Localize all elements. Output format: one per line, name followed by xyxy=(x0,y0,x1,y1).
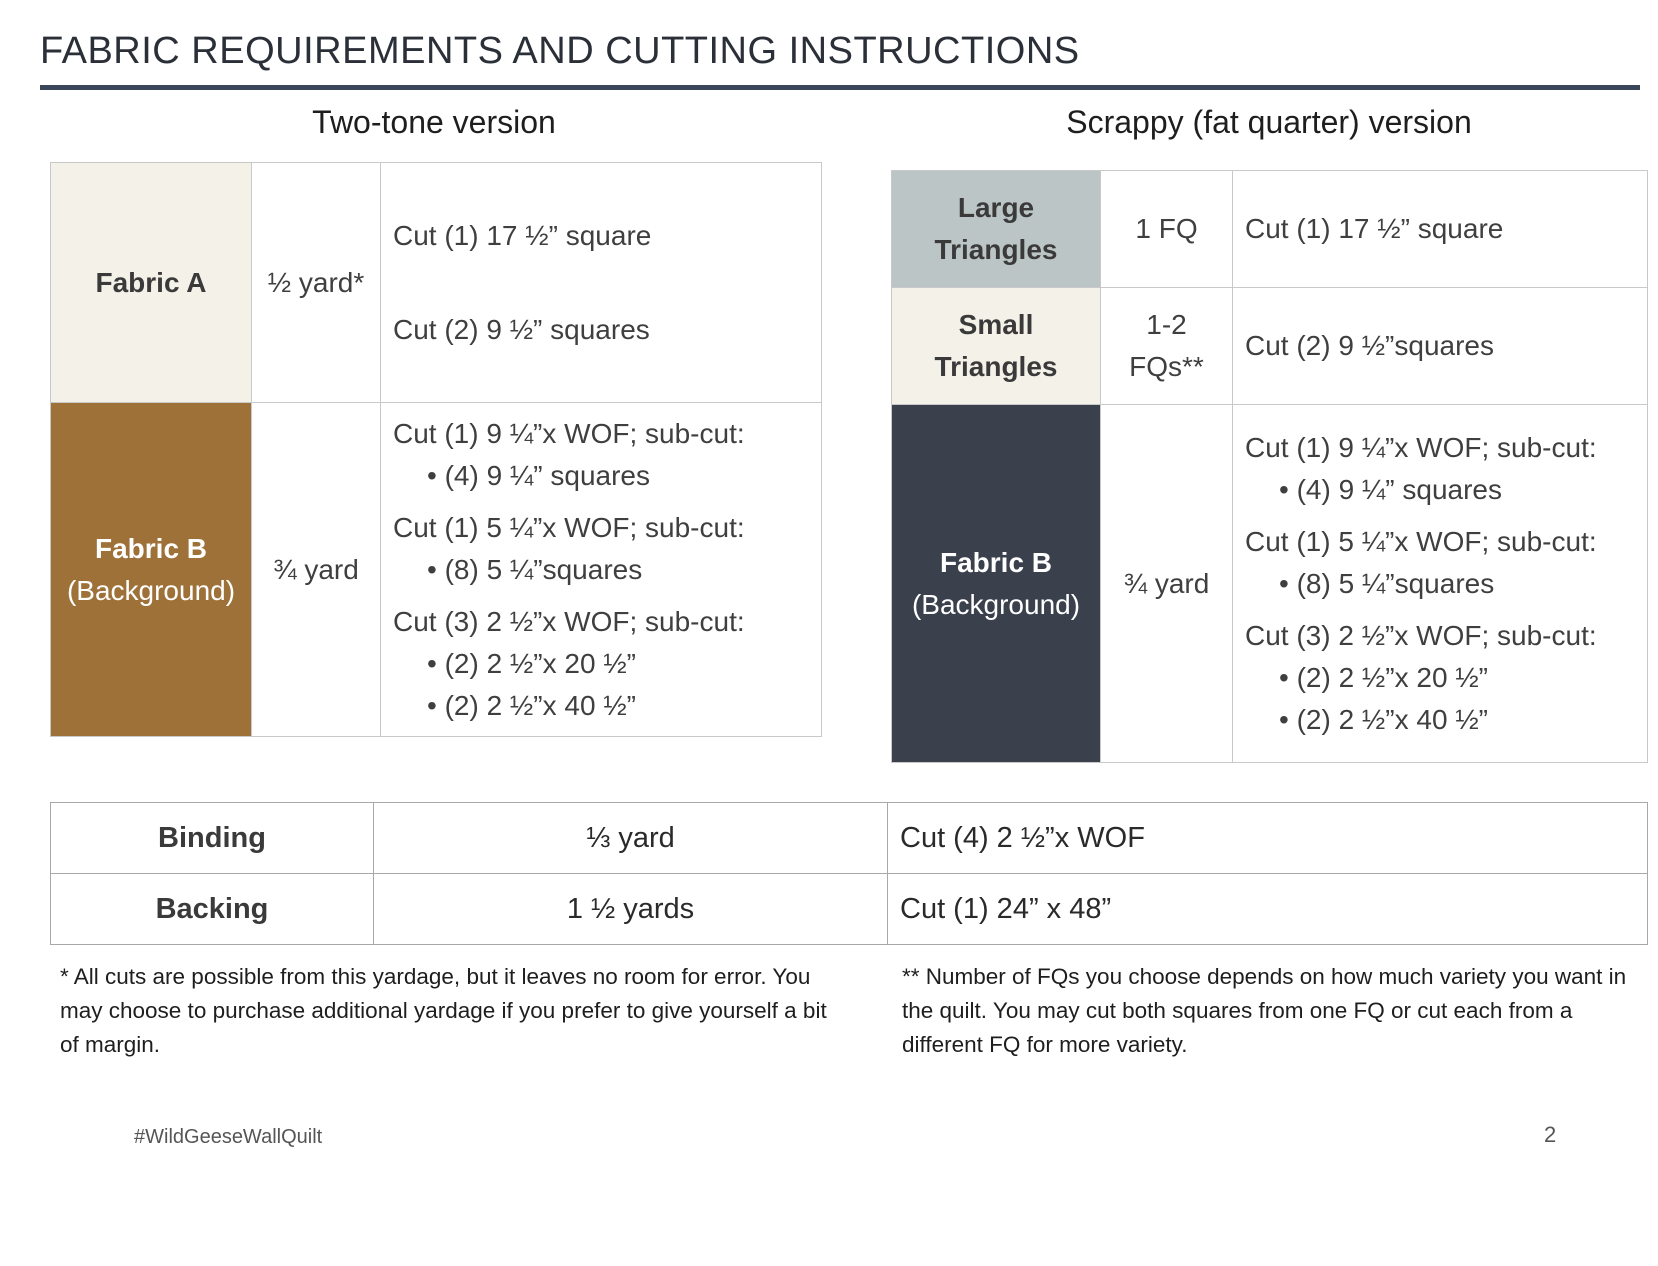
scrappy-heading: Scrappy (fat quarter) version xyxy=(1066,104,1472,140)
fabric-b-qty: ¾ yard xyxy=(252,403,381,737)
page-number: 2 xyxy=(1544,1122,1557,1147)
scrappy-fabric-b-cut-2-bullet: • (8) 5 ¼”squares xyxy=(1279,567,1495,599)
binding-qty: ⅓ yard xyxy=(374,803,888,874)
scrappy-fabric-b-cut-3: Cut (3) 2 ½”x WOF; sub-cut: xyxy=(1245,619,1597,651)
large-triangles-label-1: Large xyxy=(957,192,1035,223)
fabric-b-cut-1: Cut (1) 9 ¼”x WOF; sub-cut: xyxy=(393,417,745,449)
fabric-b-row xyxy=(51,403,822,737)
hashtag: #WildGeeseWallQuilt xyxy=(134,1126,323,1148)
fabric-b-cut-3-bullet-2: • (2) 2 ½”x 40 ½” xyxy=(427,689,636,721)
binding-row xyxy=(51,803,1648,874)
backing-label: Backing xyxy=(51,874,374,945)
two-tone-heading: Two-tone version xyxy=(312,104,556,140)
small-triangles-qty xyxy=(1101,288,1233,405)
fabric-a-qty: ½ yard* xyxy=(252,163,381,403)
fabric-b-cut-2: Cut (1) 5 ¼”x WOF; sub-cut: xyxy=(393,511,745,543)
large-triangles-label-cell xyxy=(892,171,1101,288)
footnote-two-tone: * All cuts are possible from this yardage, but it leaves no room for error. You may choose to purchase additional yardage if you prefer to give yourself a bit of margin. xyxy=(60,964,827,1057)
small-triangles-qty-1: 1-2 xyxy=(1146,309,1187,340)
large-triangles-label-2: Triangles xyxy=(934,234,1058,265)
scrappy-fabric-b-cut-1: Cut (1) 9 ¼”x WOF; sub-cut: xyxy=(1245,431,1597,463)
scrappy-fabric-b-row xyxy=(892,405,1648,763)
fabric-b-cut-1-bullet: • (4) 9 ¼” squares xyxy=(427,459,651,491)
backing-cut: Cut (1) 24” x 48” xyxy=(888,874,1648,945)
scrappy-fabric-b-cuts xyxy=(1233,405,1648,763)
backing-row xyxy=(51,874,1648,945)
footnote-scrappy: ** Number of FQs you choose depends on how much variety you want in the quilt. You may cut both squares from one FQ or cut each from a different FQ for more variety. xyxy=(902,964,1627,1057)
fabric-a-cut-1: Cut (1) 17 ½” square xyxy=(393,219,652,251)
large-triangles-row xyxy=(892,171,1648,288)
two-tone-table xyxy=(50,162,822,737)
small-triangles-row xyxy=(892,288,1648,405)
fabric-a-cut-2: Cut (2) 9 ½” squares xyxy=(393,313,650,345)
page-title: FABRIC REQUIREMENTS AND CUTTING INSTRUCTIONS xyxy=(40,30,1080,72)
backing-qty: 1 ½ yards xyxy=(374,874,888,945)
fabric-b-cuts xyxy=(381,403,822,737)
fabric-a-cuts xyxy=(381,163,822,403)
large-triangles-cut: Cut (1) 17 ½” square xyxy=(1233,171,1648,288)
fabric-b-label: Fabric B xyxy=(94,532,208,564)
fabric-b-label-cell xyxy=(51,403,252,737)
scrappy-fabric-b-cut-2: Cut (1) 5 ¼”x WOF; sub-cut: xyxy=(1245,525,1597,557)
fabric-b-sublabel: (Background) xyxy=(66,574,236,606)
scrappy-fabric-b-label-cell xyxy=(892,405,1101,763)
fabric-a-label: Fabric A xyxy=(95,266,207,298)
scrappy-fabric-b-label: Fabric B xyxy=(939,546,1053,578)
fabric-b-cut-3-bullet-1: • (2) 2 ½”x 20 ½” xyxy=(427,647,636,679)
binding-backing-table xyxy=(50,802,1648,945)
binding-label: Binding xyxy=(51,803,374,874)
scrappy-fabric-b-sublabel: (Background) xyxy=(911,588,1081,620)
binding-cut: Cut (4) 2 ½”x WOF xyxy=(888,803,1648,874)
large-triangles-qty: 1 FQ xyxy=(1101,171,1233,288)
small-triangles-cut: Cut (2) 9 ½”squares xyxy=(1233,288,1648,405)
small-triangles-qty-2: FQs** xyxy=(1129,351,1204,382)
scrappy-fabric-b-qty: ¾ yard xyxy=(1101,405,1233,763)
scrappy-fabric-b-cut-3-bullet-2: • (2) 2 ½”x 40 ½” xyxy=(1279,703,1488,735)
scrappy-fabric-b-cut-3-bullet-1: • (2) 2 ½”x 20 ½” xyxy=(1279,661,1488,693)
fabric-a-label-cell xyxy=(51,163,252,403)
small-triangles-label-2: Triangles xyxy=(934,351,1058,382)
title-divider xyxy=(40,85,1640,90)
fabric-a-row xyxy=(51,163,822,403)
fabric-b-cut-2-bullet: • (8) 5 ¼”squares xyxy=(427,553,643,585)
small-triangles-label-cell xyxy=(892,288,1101,405)
scrappy-table xyxy=(891,170,1648,763)
scrappy-fabric-b-cut-1-bullet: • (4) 9 ¼” squares xyxy=(1279,473,1503,505)
small-triangles-label-1: Small xyxy=(958,309,1034,340)
fabric-b-cut-3: Cut (3) 2 ½”x WOF; sub-cut: xyxy=(393,605,745,637)
